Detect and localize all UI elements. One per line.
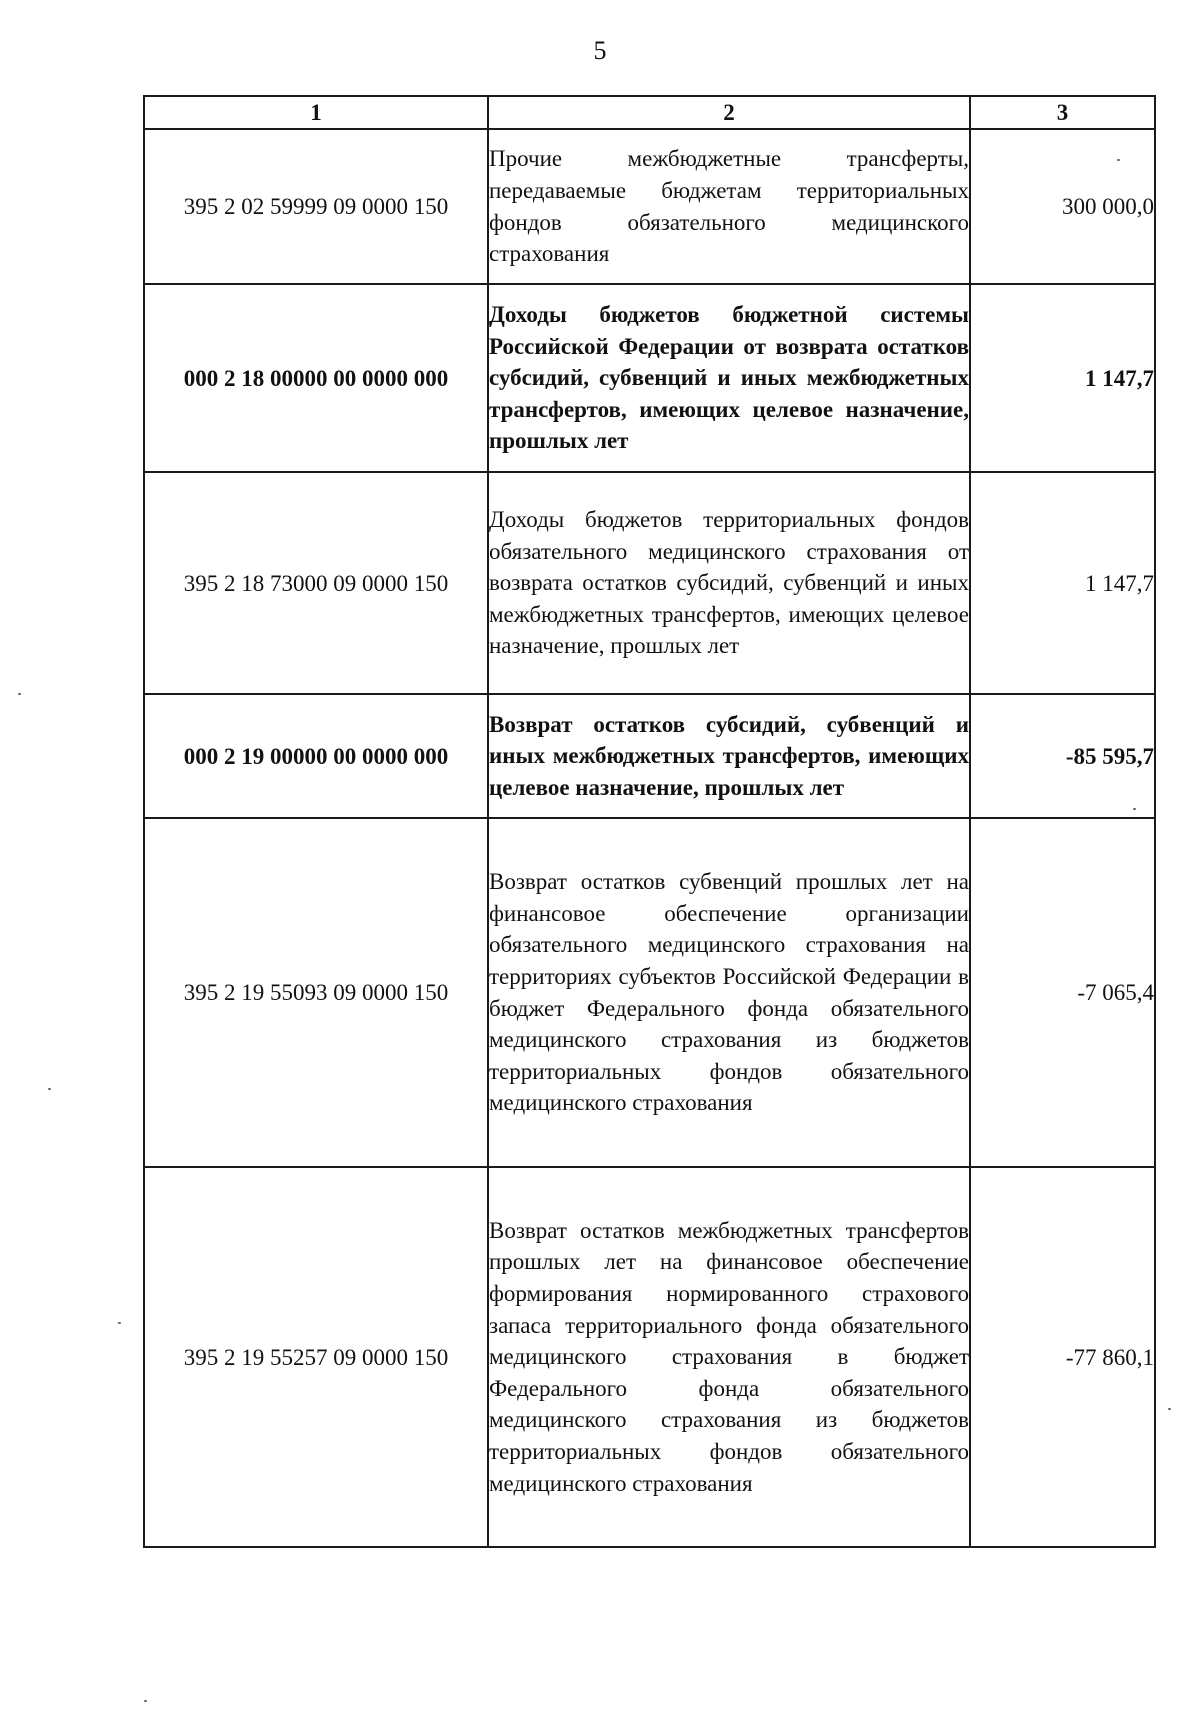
column-header-code: 1 — [144, 96, 488, 129]
budget-description: Доходы бюджетов территориальных фондов обязательного медицинского страхования от возврата остатков субсидий, субвенций и иных межбюджетных трансфертов, имеющих целевое назначение, прошлых лет — [488, 472, 970, 694]
budget-code: 000 2 18 00000 00 0000 000 — [144, 284, 488, 472]
budget-amount: -7 065,4 — [970, 818, 1155, 1167]
budget-description: Доходы бюджетов бюджетной системы Российской Федерации от возврата остатков субсидий, субвенций и иных межбюджетных трансфертов, имеющих целевое назначение, прошлых лет — [488, 284, 970, 472]
table-header-row — [144, 96, 1155, 129]
budget-amount: 1 147,7 — [970, 284, 1155, 472]
budget-description: Возврат остатков субвенций прошлых лет на финансовое обеспечение организации обязательного медицинского страхования на территориях субъектов Российской Федерации в бюджет Федерального фонда обязательного медицинского страхования из бюджетов территориальных фондов обязательного медицинского страхования — [488, 818, 970, 1167]
budget-amount: -77 860,1 — [970, 1167, 1155, 1547]
scan-speck — [48, 1088, 51, 1090]
budget-description: Прочие межбюджетные трансферты, передаваемые бюджетам территориальных фондов обязательного медицинского страхования — [488, 129, 970, 284]
table-row — [144, 472, 1155, 694]
budget-description: Возврат остатков субсидий, субвенций и иных межбюджетных трансфертов, имеющих целевое назначение, прошлых лет — [488, 694, 970, 818]
budget-code: 395 2 18 73000 09 0000 150 — [144, 472, 488, 694]
table-row — [144, 818, 1155, 1167]
page-number: 5 — [593, 36, 607, 65]
table-row — [144, 129, 1155, 284]
table-row — [144, 284, 1155, 472]
column-header-description: 2 — [488, 96, 970, 129]
table-row — [144, 694, 1155, 818]
scan-speck — [118, 1322, 121, 1324]
budget-amount: 300 000,0 — [970, 129, 1155, 284]
scan-speck — [1117, 159, 1120, 161]
revenue-table — [143, 95, 1156, 1548]
budget-amount: -85 595,7 — [970, 694, 1155, 818]
column-header-amount: 3 — [970, 96, 1155, 129]
scan-speck — [1168, 1408, 1171, 1410]
budget-code: 000 2 19 00000 00 0000 000 — [144, 694, 488, 818]
scan-speck — [144, 1700, 147, 1702]
budget-code: 395 2 02 59999 09 0000 150 — [144, 129, 488, 284]
budget-code: 395 2 19 55257 09 0000 150 — [144, 1167, 488, 1547]
budget-amount: 1 147,7 — [970, 472, 1155, 694]
table-row — [144, 1167, 1155, 1547]
budget-description: Возврат остатков межбюджетных трансфертов прошлых лет на финансовое обеспечение формирования нормированного страхового запаса территориального фонда обязательного медицинского страхования в бюджет Федерального фонда обязательного медицинского страхования из бюджетов территориальных фондов обязательного медицинского страхования — [488, 1167, 970, 1547]
scan-speck — [18, 693, 21, 695]
scan-speck — [1133, 808, 1136, 810]
budget-code: 395 2 19 55093 09 0000 150 — [144, 818, 488, 1167]
